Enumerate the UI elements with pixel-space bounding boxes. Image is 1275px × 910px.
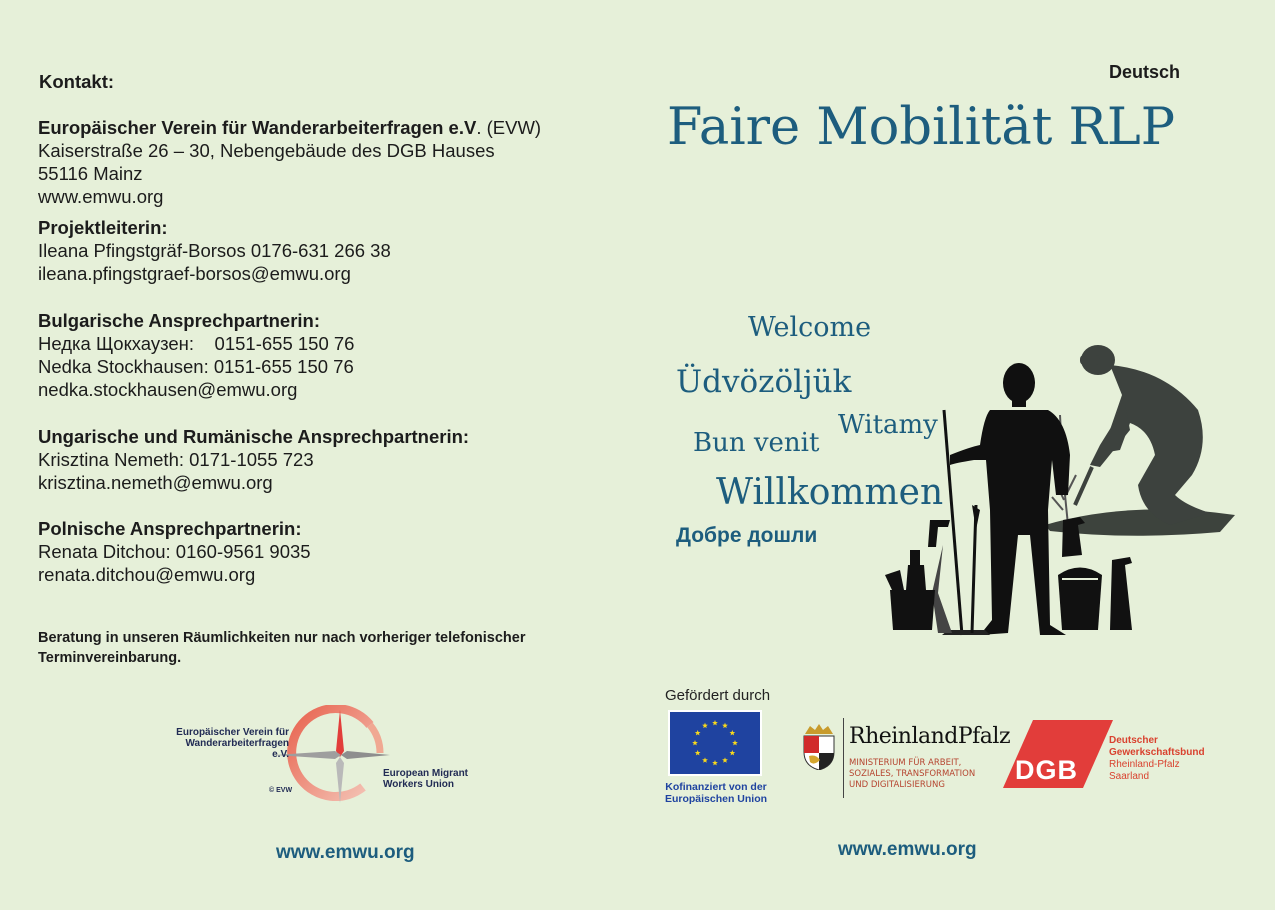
section-bulgarian — [38, 309, 354, 401]
left-website-link[interactable]: www.emwu.org — [276, 842, 415, 863]
email-link[interactable]: krisztina.nemeth@emwu.org — [38, 472, 273, 493]
greeting-romanian: Bun venit — [693, 428, 820, 458]
funded-by-label: Gefördert durch — [665, 687, 771, 704]
address-line-1: Kaiserstraße 26 – 30, Nebengebäude des DGB Hauses — [38, 140, 495, 161]
contact-line: Ileana Pfingstgräf-Borsos 0176-631 266 38 — [38, 240, 391, 261]
rlp-coat-of-arms-icon — [802, 724, 836, 770]
greeting-polish: Witamy — [838, 410, 938, 440]
greeting-bulgarian: Добре дошли — [676, 524, 818, 547]
dgb-logo — [1003, 720, 1223, 788]
dgb-caption-line: Gewerkschaftsbund — [1109, 747, 1205, 758]
section-hungarian-romanian — [38, 425, 469, 494]
greeting-welcome: Welcome — [748, 312, 872, 343]
workers-illustration — [880, 335, 1240, 645]
section-heading: Bulgarische Ansprechpartnerin: — [38, 310, 321, 331]
section-heading: Polnische Ansprechpartnerin: — [38, 518, 302, 539]
address-line-2: 55116 Mainz — [38, 163, 143, 184]
contact-line: Недка Щокхаузен: 0151-655 150 76 — [38, 333, 355, 354]
website-link[interactable]: www.emwu.org — [38, 186, 164, 207]
right-website-link[interactable]: www.emwu.org — [838, 839, 977, 860]
contact-line: Renata Ditchou: 0160-9561 9035 — [38, 541, 311, 562]
eu-caption — [661, 781, 771, 805]
section-project-lead — [38, 216, 391, 285]
eu-flag-icon — [668, 710, 762, 776]
note-line-2: Terminvereinbarung. — [38, 650, 182, 666]
eu-caption-line: Kofinanziert von der — [665, 781, 767, 793]
contact-address — [38, 116, 541, 208]
logo-text-line: e.V. — [272, 749, 289, 760]
logo-text-line: Europäischer Verein für — [176, 727, 289, 738]
dgb-logo-text: DGB — [1015, 755, 1078, 785]
greeting-german: Willkommen — [716, 472, 944, 513]
note-line-1: Beratung in unseren Räumlichkeiten nur nach vorheriger telefonischer — [38, 630, 526, 646]
dgb-caption-line: Saarland — [1109, 771, 1150, 782]
eu-caption-line: Europäischen Union — [664, 793, 768, 805]
contact-line: Krisztina Nemeth: 0171-1055 723 — [38, 449, 314, 470]
language-label: Deutsch — [1109, 62, 1181, 82]
emwu-logo-text — [383, 768, 468, 790]
contact-heading: Kontakt: — [39, 71, 115, 92]
section-heading: Ungarische und Rumänische Ansprechpartnerin: — [38, 426, 470, 447]
org-name: Europäischer Verein für Wanderarbeiterfragen e.V — [38, 117, 477, 138]
rlp-name: RheinlandPfalz — [849, 724, 1011, 749]
rlp-ministry-line: MINISTERIUM FÜR ARBEIT, — [849, 758, 962, 768]
section-polish — [38, 517, 311, 586]
org-suffix: . (EVW) — [476, 117, 542, 138]
section-heading: Projektleiterin: — [38, 217, 168, 238]
logo-text-line: Workers Union — [383, 779, 454, 790]
email-link[interactable]: renata.ditchou@emwu.org — [38, 564, 256, 585]
page-title: Faire Mobilität RLP — [667, 98, 1176, 157]
logo-text-line: Wanderarbeiterfragen — [185, 738, 289, 749]
dgb-caption — [1109, 735, 1205, 783]
rlp-ministry — [849, 758, 975, 791]
dgb-caption-line: Deutscher — [1109, 735, 1158, 746]
rlp-logo — [802, 718, 1011, 798]
logo-text-line: European Migrant — [383, 768, 469, 779]
email-link[interactable]: nedka.stockhausen@emwu.org — [38, 379, 298, 400]
greeting-hungarian: Üdvözöljük — [676, 364, 852, 400]
rlp-divider — [843, 718, 844, 798]
rlp-ministry-line: UND DIGITALISIERUNG — [849, 780, 945, 790]
evw-copyright: © EVW — [269, 787, 293, 794]
evw-logo — [165, 705, 475, 805]
email-link[interactable]: ileana.pfingstgraef-borsos@emwu.org — [38, 263, 351, 284]
appointment-note — [38, 628, 525, 668]
rlp-ministry-line: SOZIALES, TRANSFORMATION — [849, 769, 976, 779]
evw-logo-text — [171, 727, 289, 760]
dgb-caption-line: Rheinland-Pfalz — [1109, 759, 1180, 770]
contact-line: Nedka Stockhausen: 0151-655 150 76 — [38, 356, 354, 377]
